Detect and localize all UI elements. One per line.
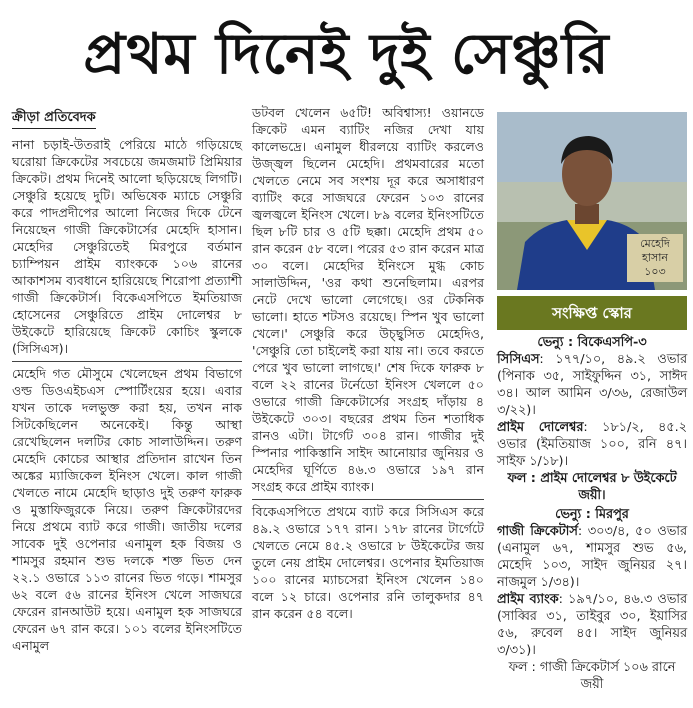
paragraph-divider (252, 499, 484, 500)
caption-name: মেহেদি হাসান (640, 237, 670, 264)
match2-team2: প্রাইম ব্যাংক: ১৯৭/১০, ৪৬.৩ ওভার (সাব্বির ৩১, তাইবুর ৩০, ইয়াসির ৫৬, রুবেল ৪৫। সাইদ জুনিয়র ৩/৩১)। (497, 592, 687, 658)
article-column-2 (252, 104, 484, 622)
paragraph-1: নানা চড়াই-উতরাই পেরিয়ে মাঠে গড়িয়েছে ঘরোয়া ক্রিকেটের সবচেয়ে জমজমাট প্রিমিয়ার ক্রিকেট। প্রথম দিনেই আলো ছড়িয়েছে লিগটি। সেঞ্চুরি হয়েছে দুটি। অভিষেক ম্যাচে সেঞ্চুরি করে পাদপ্রদীপের আলো নিজের দিকে টেনে নিয়েছেন গাজী ক্রিকেটার্সের মেহেদি হাসান। মেহেদির সেঞ্চুরিতেই মিরপুরে বর্তমান চ্যাম্পিয়ন প্রাইম ব্যাংককে ১০৬ রানের আকাশসম ব্যবধানে হারিয়েছে শিরোপা প্রত্যাশী গাজী ক্রিকেটার্স। বিকেএসপিতে ইমতিয়াজ হোসেনের সেঞ্চুরিতে প্রাইম দোলেশ্বর ৮ উইকেটে হারিয়েছে ক্রিকেট কোচিং স্কুলকে (সিসিএস)। (12, 137, 242, 356)
match2-result: ফল : গাজী ক্রিকেটার্স ১০৬ রানে জয়ী (508, 660, 676, 692)
match2-team1: গাজী ক্রিকেটার্স: ৩০৩/৪, ৫০ ওভার (এনামুল ৬৭, শামসুর শুভ ৫৬, মেহেদি ১০৩, সাইদ জুনিয়র ২৭। নাজমুল ১/৩৪)। (497, 524, 687, 590)
photo-caption (627, 234, 683, 282)
article-column-1 (12, 108, 242, 654)
scorecard (497, 334, 687, 693)
paragraph-4: বিকেএসপিতে প্রথমে ব্যাট করে সিসিএস করে ৪৯.২ ওভারে ১৭৭ রান। ১৭৮ রানের টার্গেটে খেলতে নেমে ৪৫.২ ওভারে ৮ উইকেটের জয় তুলে নেয় প্রাইম দোলেশ্বর। ওপেনার ইমতিয়াজ ১০০ রানের ম্যাচসেরা ইনিংস খেলেন ১৪০ বলে ১২ চারে। ওপেনার রনি তালুকদার ৪৭ রান করেন ৫৪ বলে। (252, 504, 484, 621)
paragraph-divider (12, 361, 242, 362)
match1-team1: সিসিএস: ১৭৭/১০, ৪৯.২ ওভার (পিনাক ৩৫, সাইফুদ্দিন ৩১, সাঈদ ৩৪। আল আমিন ৩/৩৬, রেজাউল ৩/২২)। (497, 352, 687, 418)
match1-team2: প্রাইম দোলেশ্বর: ১৮১/২, ৪৫.২ ওভার (ইমতিয়াজ ১০০, রনি ৪৭। সাইফ ১/১৮)। (497, 420, 687, 469)
scorecard-title: সংক্ষিপ্ত স্কোর (497, 296, 687, 330)
paragraph-2: মেহেদি গত মৌসুমে খেলেছেন প্রথম বিভাগে ওল্ড ডিওএইচএস স্পোর্টিংয়ের হয়ে। এবার যখন তাকে দলভুক্ত করা হয়, তখন নাক সিটকেছিলেন অনেকেই। কিন্তু আস্থা রেখেছিলেন দলটির কোচ সালাউদ্দিন। তরুণ মেহেদি কোচের আস্থার প্রতিদান রাখেন তিন অঙ্কের ম্যাজিকেল ইনিংস খেলে। কাল গাজী খেলতে নামে মেহেদি ছাড়াও দুই তরুণ ফারুক ও মুস্তাফিজুরকে নিয়ে। তরুণ ক্রিকেটারদের নিয়ে প্রথমে ব্যাট করে গাজী। জাতীয় দলের সাবেক দুই ওপেনার এনামুল হক বিজয় ও শামসুর রহমান শুভ দলকে শক্ত ভিত দেন ২২.১ ওভারে ১১৩ রানের ভিত গড়ে। শামসুর ৬২ বলে ৫৬ রানের ইনিংস খেলে সাজঘরে ফেরেন রানআউট হয়ে। এনামুল হক সাজঘরে ফেরেন ৬৭ রান করে। ১০১ বলের ইনিংসটিতে এনামুল (12, 366, 242, 653)
match1-result: ফল : প্রাইম দোলেশ্বর ৮ উইকেটে জয়ী। (507, 471, 677, 503)
match1-venue: ভেন্যু : বিকেএসপি-৩ (537, 335, 647, 350)
match2-venue: ভেন্যু : মিরপুর (555, 507, 629, 522)
byline: ক্রীড়া প্রতিবেদক (12, 109, 96, 129)
caption-runs: ১০৩ (644, 265, 666, 278)
paragraph-3: ডটবল খেলেন ৬৫টি! অবিশ্বাস্য! ওয়ানডে ক্রিকেট এমন ব্যাটিং নজির দেখা যায় কালেভদ্রে। এনামুল ধীরলয়ে ব্যাটিং করলেও উজ্জ্বল ছিলেন মেহেদি। প্রথমবারের মতো খেলতে নেমে সব সংশয় দূর করে অসাধারণ ব্যাটিং করে সাজঘরে ফেরেন ১০৩ রানের জ্বলজ্বলে ইনিংস খেলে। ৮৯ বলের ইনিংসটিতে ছিল ৮টি চার ও ৫টি ছক্কা। মেহেদি প্রথম ৫০ রান করেন ৫৮ বলে। পরের ৫৩ রান করেন মাত্র ৩০ বলে। মেহেদির ইনিংসে মুগ্ধ কোচ সালাউদ্দিন, 'ওর কথা শুনেছিলাম। এরপর নেটে দেখে ভালো লেগেছে। ওর টেকনিক ভালো। হাতে শটসও রয়েছে। স্পিন খুব ভালো খেলে।' সেঞ্চুরি করে উচ্ছ্বসিত মেহেদিও, 'সেঞ্চুরি তো চাইলেই করা যায় না। তবে করতে পেরে খুব ভালো লাগছে।' শেষ দিকে ফারুক ৮ বলে ২২ রানের টর্নেডো ইনিংস খেললে ৫০ ওভারে গাজী ক্রিকেটার্সের সংগ্রহ দাঁড়ায় ৪ উইকেটে ৩০৩। বছরের প্রথম তিন শতাধিক রানও এটা। টার্গেট ৩০৪ রান। গাজীর দুই স্পিনার পাকিস্তানি সাইদ আনোয়ার জুনিয়র ও মেহেদির ঘূর্ণিতে ৪৬.৩ ওভারে ১৯৭ রান সংগ্রহ করে প্রাইম ব্যাংক। (252, 105, 484, 494)
player-photo (497, 112, 687, 290)
headline: প্রথম দিনেই দুই সেঞ্চুরি (83, 22, 610, 87)
